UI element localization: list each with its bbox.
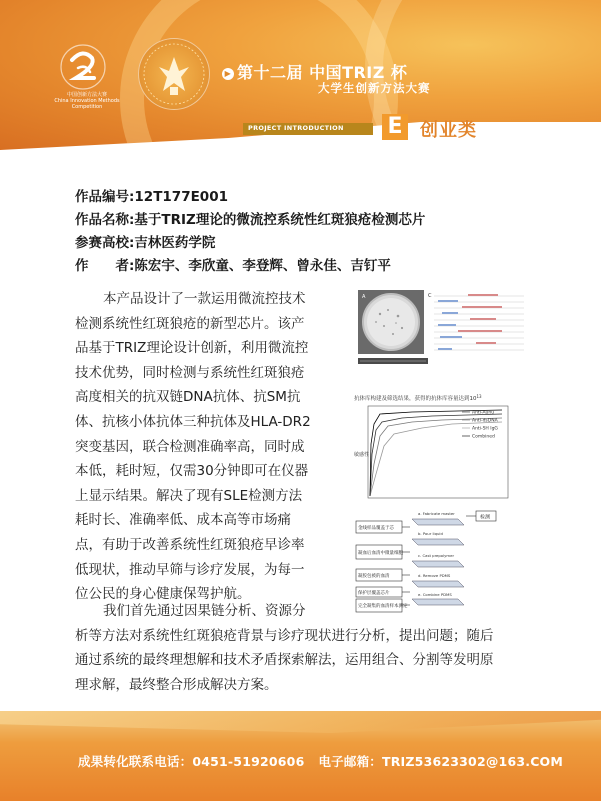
legend-item: Combined bbox=[472, 434, 495, 440]
triz-cup-emblem bbox=[138, 38, 210, 110]
contact-info: 成果转化联系电话：0451-51920606 电子邮箱：TRIZ53623302@163.COM bbox=[78, 754, 564, 769]
chart-caption: 抗体库构建及筛选结果，获得的抗体库容量达到$10^{13}$ bbox=[354, 394, 482, 402]
page-footer bbox=[0, 711, 601, 801]
competition-logo bbox=[58, 42, 108, 92]
competition-subtitle: 大学生创新方法大赛 bbox=[318, 81, 431, 95]
petri-dish-figure bbox=[358, 290, 526, 366]
project-name-row: 作品名称:基于TRIZ理论的微流控系统性红斑狼疮检测芯片 bbox=[75, 212, 426, 228]
section-label: PROJECT INTRODUCTION bbox=[248, 124, 344, 132]
flow-step: 完全凝集的血清样本测定 bbox=[358, 604, 408, 609]
category-letter-badge: E bbox=[382, 114, 408, 140]
logo-caption: 中国创新方法大赛 China Innovation Methods Competition bbox=[54, 92, 120, 110]
legend-item: Anti-Aunu bbox=[472, 410, 495, 416]
page-header bbox=[0, 0, 601, 150]
email-address: TRIZ53623302@163.COM bbox=[382, 754, 564, 769]
antibody-sensitivity-chart bbox=[352, 394, 512, 502]
legend-item: Anti-SH IgG bbox=[472, 426, 498, 432]
flow-step: 保护层覆盖芯片 bbox=[358, 591, 390, 596]
play-arrow-icon: ▶ bbox=[222, 68, 234, 80]
svg-text:A: A bbox=[362, 294, 366, 300]
phone-number: 0451-51920606 bbox=[192, 754, 305, 769]
school-row: 参赛高校:吉林医药学院 bbox=[75, 235, 216, 251]
svg-text:C: C bbox=[428, 293, 432, 299]
competition-title: ▶ 第十二届 中国TRIZ 杯 bbox=[222, 60, 407, 83]
flow-step: 凝胶包被的血清 bbox=[358, 574, 390, 579]
flow-step: 金线样品覆盖于芯 bbox=[358, 526, 394, 531]
flow-label: a. Fabricate master bbox=[418, 511, 455, 516]
flow-label: c. Cast prepolymer bbox=[418, 553, 455, 558]
authors-row: 作 者:陈宏宇、李欣童、李登辉、曾永佳、吉钉平 bbox=[75, 258, 391, 274]
project-info bbox=[75, 186, 425, 278]
flow-label: e. Combine PDMS bbox=[418, 592, 452, 597]
flow-label: b. Pour liquid bbox=[418, 531, 443, 536]
flow-step: 凝血后血清中微量细胞 bbox=[358, 551, 403, 556]
flow-label: d. Remove PDMS bbox=[418, 573, 451, 578]
description-paragraph-2: 我们首先通过因果链分析、资源分 析等方法对系统性红斑狼疮背景与诊疗现状进行分析，提出问题；随后 通过系统的最终理想解和技术矛盾探索解法，运用组合、分割等发明原 理求解，最终整合形成解决方案。 bbox=[75, 603, 494, 693]
description-paragraph-1: 本产品设计了一款运用微流控技术 检测系统性红斑狼疮的新型芯片。该产 品基于TRIZ理论设计创新，利用微流控 技术优势，同时检测与系统性红斑狼疮 高度相关的抗双链DNA抗体、抗SM抗 体、抗核小体抗体三种抗体及HLA-DR2 突变基因，联合检测准确率高，同时成 本低，耗时短，仅需30分钟即可在仪器 上显示结果。解决了现有SLE检测方法 耗时长、准确率低、成本高等市场痛 点，有助于改善系统性红斑狼疮早诊率 低现状，推动早筛与诊疗发展，为每一 位公民的身心健康保驾护航。 bbox=[75, 291, 311, 603]
category-name: 创业类 bbox=[420, 120, 477, 141]
legend-item: Anti-dsDNA bbox=[472, 418, 498, 424]
chart-y-label: 敏感性 bbox=[354, 452, 370, 458]
project-id-row: 作品编号:12T177E001 bbox=[75, 189, 228, 205]
flow-end-box: 检测 bbox=[480, 514, 491, 521]
fabrication-flow-diagram bbox=[348, 509, 518, 613]
